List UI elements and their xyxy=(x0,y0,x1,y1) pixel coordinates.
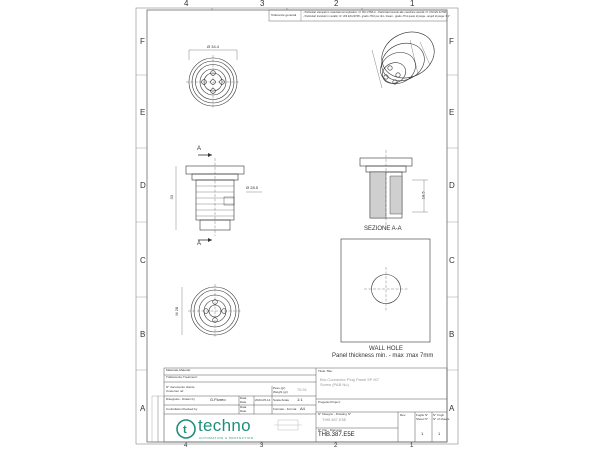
checker-label: Controllato-Checked by xyxy=(166,407,198,411)
scale-value: 1:1 xyxy=(297,397,303,402)
project-label: Progetto-Project: xyxy=(318,400,341,404)
cut-marker-bottom: A xyxy=(197,241,202,247)
weight-value: 75.91 xyxy=(297,387,308,392)
date-label-en-2: Date xyxy=(240,409,247,413)
format-value: A4 xyxy=(300,406,305,411)
side-view xyxy=(176,153,262,242)
side-height-label: 33 xyxy=(168,195,174,200)
wall-hole-title: WALL HOLE xyxy=(369,346,403,352)
section-label: SEZIONE A-A xyxy=(364,226,402,232)
zone-top-4: 4 xyxy=(184,0,189,8)
zone-left-E: E xyxy=(140,108,146,117)
title-line-2: Screw (PAB Nu) xyxy=(320,382,349,387)
wall-hole-note: Panel thickness min. - max :max 7mm xyxy=(332,353,434,359)
designer-value: G.Floreo xyxy=(210,397,226,402)
zone-top-2: 2 xyxy=(334,0,339,8)
zone-right-F: F xyxy=(449,37,454,46)
logo-brand: techno xyxy=(198,416,251,435)
zone-top-3: 3 xyxy=(260,0,265,8)
front-view xyxy=(186,50,240,109)
file-label: N° File - Filename xyxy=(318,428,343,432)
logo-t-glyph: t xyxy=(183,424,187,436)
sheets-label: N° Fogli xyxy=(433,413,444,417)
zone-left-F: F xyxy=(140,37,145,46)
zone-right-D: D xyxy=(449,181,455,190)
zone-bottom-1: 1 xyxy=(410,443,414,449)
date-label-en: Date xyxy=(240,400,247,404)
date-label-2: Data xyxy=(240,405,247,409)
iso-view xyxy=(372,24,442,90)
sheet-label-en: Sheet N° xyxy=(416,417,429,421)
zone-left-A: A xyxy=(140,404,146,413)
tolerance-label: Tolleranze generali xyxy=(271,13,297,17)
drawing-no-label: N° Disegno - Drawing N° xyxy=(318,412,352,416)
section-view xyxy=(360,150,428,230)
logo-tagline: AUTOMATION & PROTECTION xyxy=(199,436,254,440)
section-height-label: 18.5 xyxy=(420,191,426,200)
title-line-1: Bm-Connector Plug Panel 5P 90° xyxy=(320,377,380,382)
rev-label: Rev. xyxy=(400,413,406,417)
zone-bottom-2: 2 xyxy=(334,443,338,449)
format-label: Formato - Format xyxy=(273,407,297,411)
file-value: THB.387.E5E xyxy=(318,432,355,438)
front-diameter-label: Ø 34.4 xyxy=(207,44,220,49)
zone-right-C: C xyxy=(449,256,455,265)
sheet-value: 1 xyxy=(421,431,424,436)
sheet-label: Foglio N° xyxy=(416,413,429,417)
side-diameter-label: Ø 28.5 xyxy=(246,185,259,190)
doc-number-label: N° documento cliente xyxy=(166,385,195,389)
bottom-view xyxy=(182,284,242,338)
designer-label: Disegnato - Drawn by xyxy=(166,397,195,401)
title-label: Titolo-Title: xyxy=(318,369,333,373)
weight-label: Peso (gr) xyxy=(273,386,286,390)
sheets-label-en: N° of sheets xyxy=(433,417,450,421)
drawing-no-value: THB.387.E5E xyxy=(322,417,347,422)
left-strip xyxy=(152,396,164,442)
date-label: Data xyxy=(240,396,247,400)
treatment-label: Trattamento-Treatment: xyxy=(166,375,198,379)
cut-marker-top: A xyxy=(197,146,202,152)
tolerance-line-1: - Particolari stampati in materiale termoplastico: rif. ISO 2768-m - Particolari lavorati alle macchine utensili: rif. UNI EN 22768 xyxy=(303,11,446,14)
zone-bottom-3: 3 xyxy=(260,443,264,449)
weight-label-en: Weight (gr) xyxy=(273,390,288,394)
zone-right-E: E xyxy=(449,108,455,117)
tolerance-line-2: - Particolari tranciati in metallo: rif. UNI EN 22768 - grado JT10 per dim. lineari - grado JT11 quote di piega - angoli di piega: ± 1° xyxy=(303,15,451,18)
zone-left-D: D xyxy=(140,181,146,190)
zone-left-B: B xyxy=(140,330,146,339)
zone-right-B: B xyxy=(449,330,455,339)
customer-ref-label: Customer ref xyxy=(166,389,184,393)
zone-bottom-4: 4 xyxy=(184,443,188,449)
thread-label: M 28 xyxy=(174,306,180,316)
zone-top-1: 1 xyxy=(410,0,415,8)
title-sketch xyxy=(274,420,302,430)
material-label: Materiale-Material: xyxy=(166,368,191,372)
zone-left-C: C xyxy=(140,256,146,265)
sheets-value: 1 xyxy=(438,431,441,436)
wall-hole xyxy=(341,239,430,342)
date-value: 2023-05-12 xyxy=(255,398,271,402)
zone-right-A: A xyxy=(449,404,455,413)
scale-label: Scala-Scale xyxy=(273,398,290,402)
